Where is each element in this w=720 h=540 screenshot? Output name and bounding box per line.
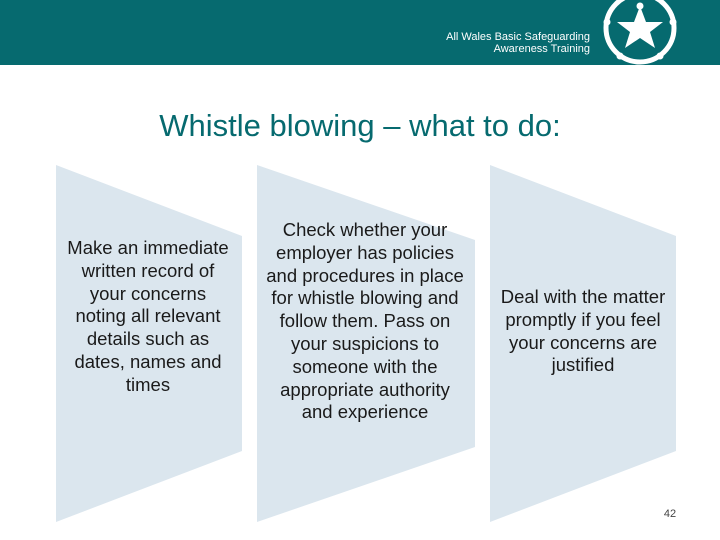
page-number: 42 bbox=[663, 508, 677, 520]
step-1-text: Make an immediate written record of your concerns noting all relevant details such as dates, names and times bbox=[67, 237, 229, 395]
brand-line-1: All Wales Basic Safeguarding bbox=[446, 31, 590, 43]
brand-line-2: Awareness Training bbox=[493, 43, 590, 55]
slide-title: Whistle blowing – what to do: bbox=[159, 108, 561, 143]
step-2-text: Check whether your employer has policies and procedures in place for whistle blowing and follow them. Pass on your suspicions to someone with the appropriate authority and experience bbox=[266, 219, 464, 423]
step-3-text: Deal with the matter promptly if you feel your concerns are justified bbox=[500, 286, 666, 376]
